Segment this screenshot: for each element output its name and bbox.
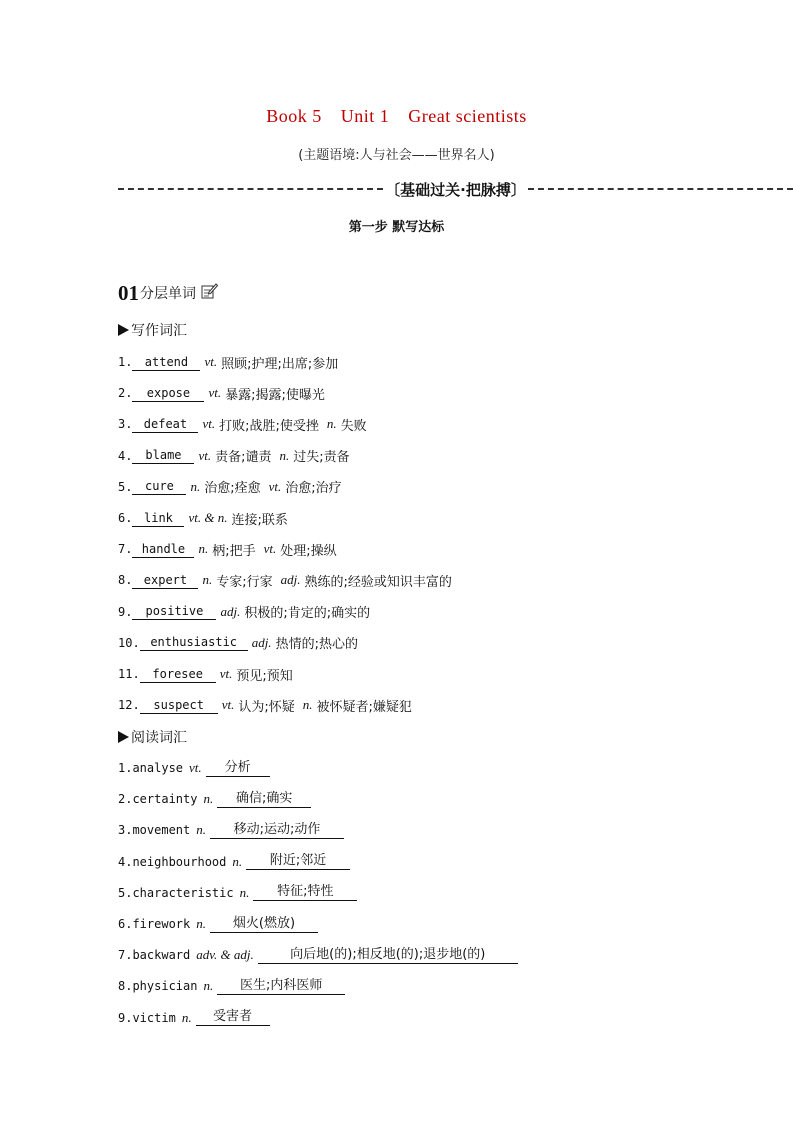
answer-blank[interactable]: 烟火(燃放)	[210, 916, 318, 933]
item-number: 11.	[118, 667, 140, 681]
part-of-speech: vt.	[219, 666, 233, 681]
part-of-speech: n.	[202, 572, 213, 588]
item-number: 10.	[118, 635, 140, 650]
meaning: 打败;战胜;使受挫	[219, 418, 319, 434]
part-of-speech: n.	[198, 541, 209, 557]
answer-blank[interactable]: foresee	[140, 666, 216, 683]
writing-item	[118, 414, 367, 434]
writing-heading-label: 写作词汇	[131, 323, 187, 339]
reading-item	[118, 976, 345, 996]
part-of-speech-2: vt.	[263, 541, 277, 557]
triangle-bullet-icon	[118, 731, 129, 743]
reading-vocab-heading	[118, 727, 187, 747]
part-of-speech: vt.	[204, 354, 218, 369]
meaning: 专家;行家	[216, 574, 273, 590]
part-of-speech: n.	[232, 853, 243, 869]
step-heading: 第一步 默写达标	[348, 220, 445, 235]
writing-item	[118, 570, 452, 590]
answer-blank[interactable]: expose	[132, 385, 204, 402]
item-number: 4.	[118, 448, 133, 463]
answer-blank[interactable]: 附近;邻近	[246, 853, 350, 870]
answer-blank[interactable]: 分析	[206, 760, 270, 777]
title-unit: Unit 1	[340, 106, 390, 126]
part-of-speech-2: adj.	[280, 572, 301, 588]
writing-item	[118, 446, 350, 466]
reading-item	[118, 852, 350, 872]
answer-blank[interactable]: 特征;特性	[253, 884, 357, 901]
reading-item	[118, 945, 518, 965]
section-banner	[118, 178, 793, 200]
item-number: 9.	[118, 604, 133, 619]
item-number: 6.	[118, 917, 133, 931]
meaning: 热情的;热心的	[275, 637, 358, 653]
item-number: 1.	[118, 355, 133, 369]
meaning: 照顾;护理;出席;参加	[221, 356, 339, 372]
part-of-speech: adv. & adj.	[196, 947, 254, 963]
item-number: 4.	[118, 854, 133, 869]
section-label: 分层单词	[140, 286, 196, 302]
item-number: 5.	[118, 885, 133, 900]
title-book: Book 5	[266, 106, 322, 126]
pencil-note-icon	[200, 282, 218, 300]
answer-blank[interactable]: enthusiastic	[140, 634, 248, 651]
answer-blank[interactable]: expert	[132, 572, 198, 589]
meaning: 积极的;肯定的;确实的	[244, 606, 371, 622]
vocab-word: firework	[132, 917, 191, 931]
writing-item	[118, 633, 358, 653]
part-of-speech-2: n.	[302, 697, 313, 713]
banner-dash-left	[118, 188, 383, 190]
writing-item	[118, 477, 342, 497]
item-number: 2.	[118, 386, 133, 401]
answer-blank[interactable]: handle	[132, 541, 194, 558]
meaning-2: 熟练的;经验或知识丰富的	[304, 574, 452, 590]
item-number: 2.	[118, 792, 133, 807]
meaning-2: 被怀疑者;嫌疑犯	[316, 699, 412, 715]
meaning-2: 处理;操纵	[280, 543, 337, 559]
section-number: 01	[118, 281, 139, 305]
reading-item	[118, 914, 318, 934]
meaning-2: 失败	[340, 418, 367, 434]
banner-label: 〔基础过关·把脉搏〕	[385, 180, 526, 199]
part-of-speech: vt.	[208, 385, 222, 401]
part-of-speech: adj.	[251, 634, 272, 650]
meaning: 预见;预知	[236, 668, 293, 684]
writing-vocab-heading	[118, 320, 187, 340]
vocab-word: certainty	[132, 792, 198, 807]
answer-blank[interactable]: link	[132, 510, 184, 527]
vocab-word: characteristic	[132, 885, 234, 900]
vocab-word: analyse	[132, 761, 184, 775]
meaning-2: 治愈;治疗	[285, 481, 342, 497]
vocab-word: neighbourhood	[132, 854, 227, 869]
answer-blank[interactable]: 受害者	[196, 1009, 270, 1026]
reading-heading-label: 阅读词汇	[131, 730, 187, 746]
writing-item	[118, 695, 412, 715]
item-number: 9.	[118, 1010, 133, 1025]
item-number: 3.	[118, 823, 133, 838]
writing-item	[118, 539, 337, 559]
part-of-speech: vt.	[221, 697, 235, 713]
section-heading	[118, 282, 218, 304]
banner-dash-right	[528, 188, 793, 190]
item-number: 8.	[118, 573, 133, 588]
reading-item	[118, 820, 344, 840]
vocab-word: backward	[132, 948, 191, 963]
part-of-speech: vt.	[189, 760, 202, 775]
answer-blank[interactable]: attend	[132, 354, 200, 371]
writing-item	[118, 664, 293, 684]
part-of-speech: n.	[190, 478, 201, 494]
answer-blank[interactable]: 医生;内科医师	[217, 978, 345, 995]
item-number: 8.	[118, 979, 133, 994]
part-of-speech: vt.	[198, 447, 212, 463]
page-title	[0, 106, 793, 127]
theme-context: (主题语境:人与社会——世界名人)	[298, 148, 495, 163]
writing-item	[118, 508, 288, 528]
item-number: 1.	[118, 761, 133, 775]
part-of-speech-2: n.	[279, 447, 290, 463]
part-of-speech: n.	[181, 1009, 192, 1025]
reading-item	[118, 1008, 270, 1028]
part-of-speech: n.	[239, 884, 250, 900]
part-of-speech: vt.	[202, 416, 216, 432]
meaning: 治愈;痊愈	[204, 481, 261, 497]
part-of-speech: vt. & n.	[188, 510, 228, 525]
meaning: 连接;联系	[231, 512, 288, 528]
answer-blank[interactable]: cure	[132, 478, 186, 495]
vocab-word: movement	[132, 823, 191, 838]
vocab-word: physician	[132, 979, 198, 994]
writing-item	[118, 383, 325, 403]
triangle-bullet-icon	[118, 324, 129, 336]
answer-blank[interactable]: defeat	[132, 416, 198, 433]
part-of-speech: n.	[203, 791, 214, 807]
item-number: 7.	[118, 542, 133, 557]
item-number: 7.	[118, 948, 133, 963]
part-of-speech: n.	[196, 916, 206, 931]
meaning-2: 过失;责备	[293, 450, 350, 466]
part-of-speech: n.	[196, 822, 206, 838]
title-topic: Great scientists	[408, 106, 527, 126]
answer-blank[interactable]: suspect	[140, 697, 218, 714]
writing-item	[118, 602, 370, 622]
meaning: 责备;谴责	[215, 450, 272, 466]
part-of-speech-2: vt.	[268, 478, 282, 494]
item-number: 5.	[118, 479, 133, 494]
answer-blank[interactable]: blame	[132, 447, 194, 464]
item-number: 3.	[118, 417, 133, 432]
reading-item	[118, 789, 311, 809]
writing-item	[118, 352, 338, 372]
answer-blank[interactable]: 确信;确实	[217, 791, 311, 808]
meaning: 柄;把手	[212, 543, 256, 559]
answer-blank[interactable]: 向后地(的);相反地(的);退步地(的)	[258, 947, 518, 964]
reading-item	[118, 758, 270, 778]
item-number: 12.	[118, 698, 140, 713]
reading-item	[118, 883, 357, 903]
answer-blank[interactable]: 移动;运动;动作	[210, 822, 344, 839]
part-of-speech: adj.	[220, 603, 241, 619]
item-number: 6.	[118, 511, 133, 525]
part-of-speech: n.	[203, 978, 214, 994]
vocab-word: victim	[132, 1010, 176, 1025]
part-of-speech-2: n.	[326, 416, 337, 432]
meaning: 暴露;揭露;使曝光	[225, 387, 325, 403]
answer-blank[interactable]: positive	[132, 603, 216, 620]
meaning: 认为;怀疑	[238, 699, 295, 715]
